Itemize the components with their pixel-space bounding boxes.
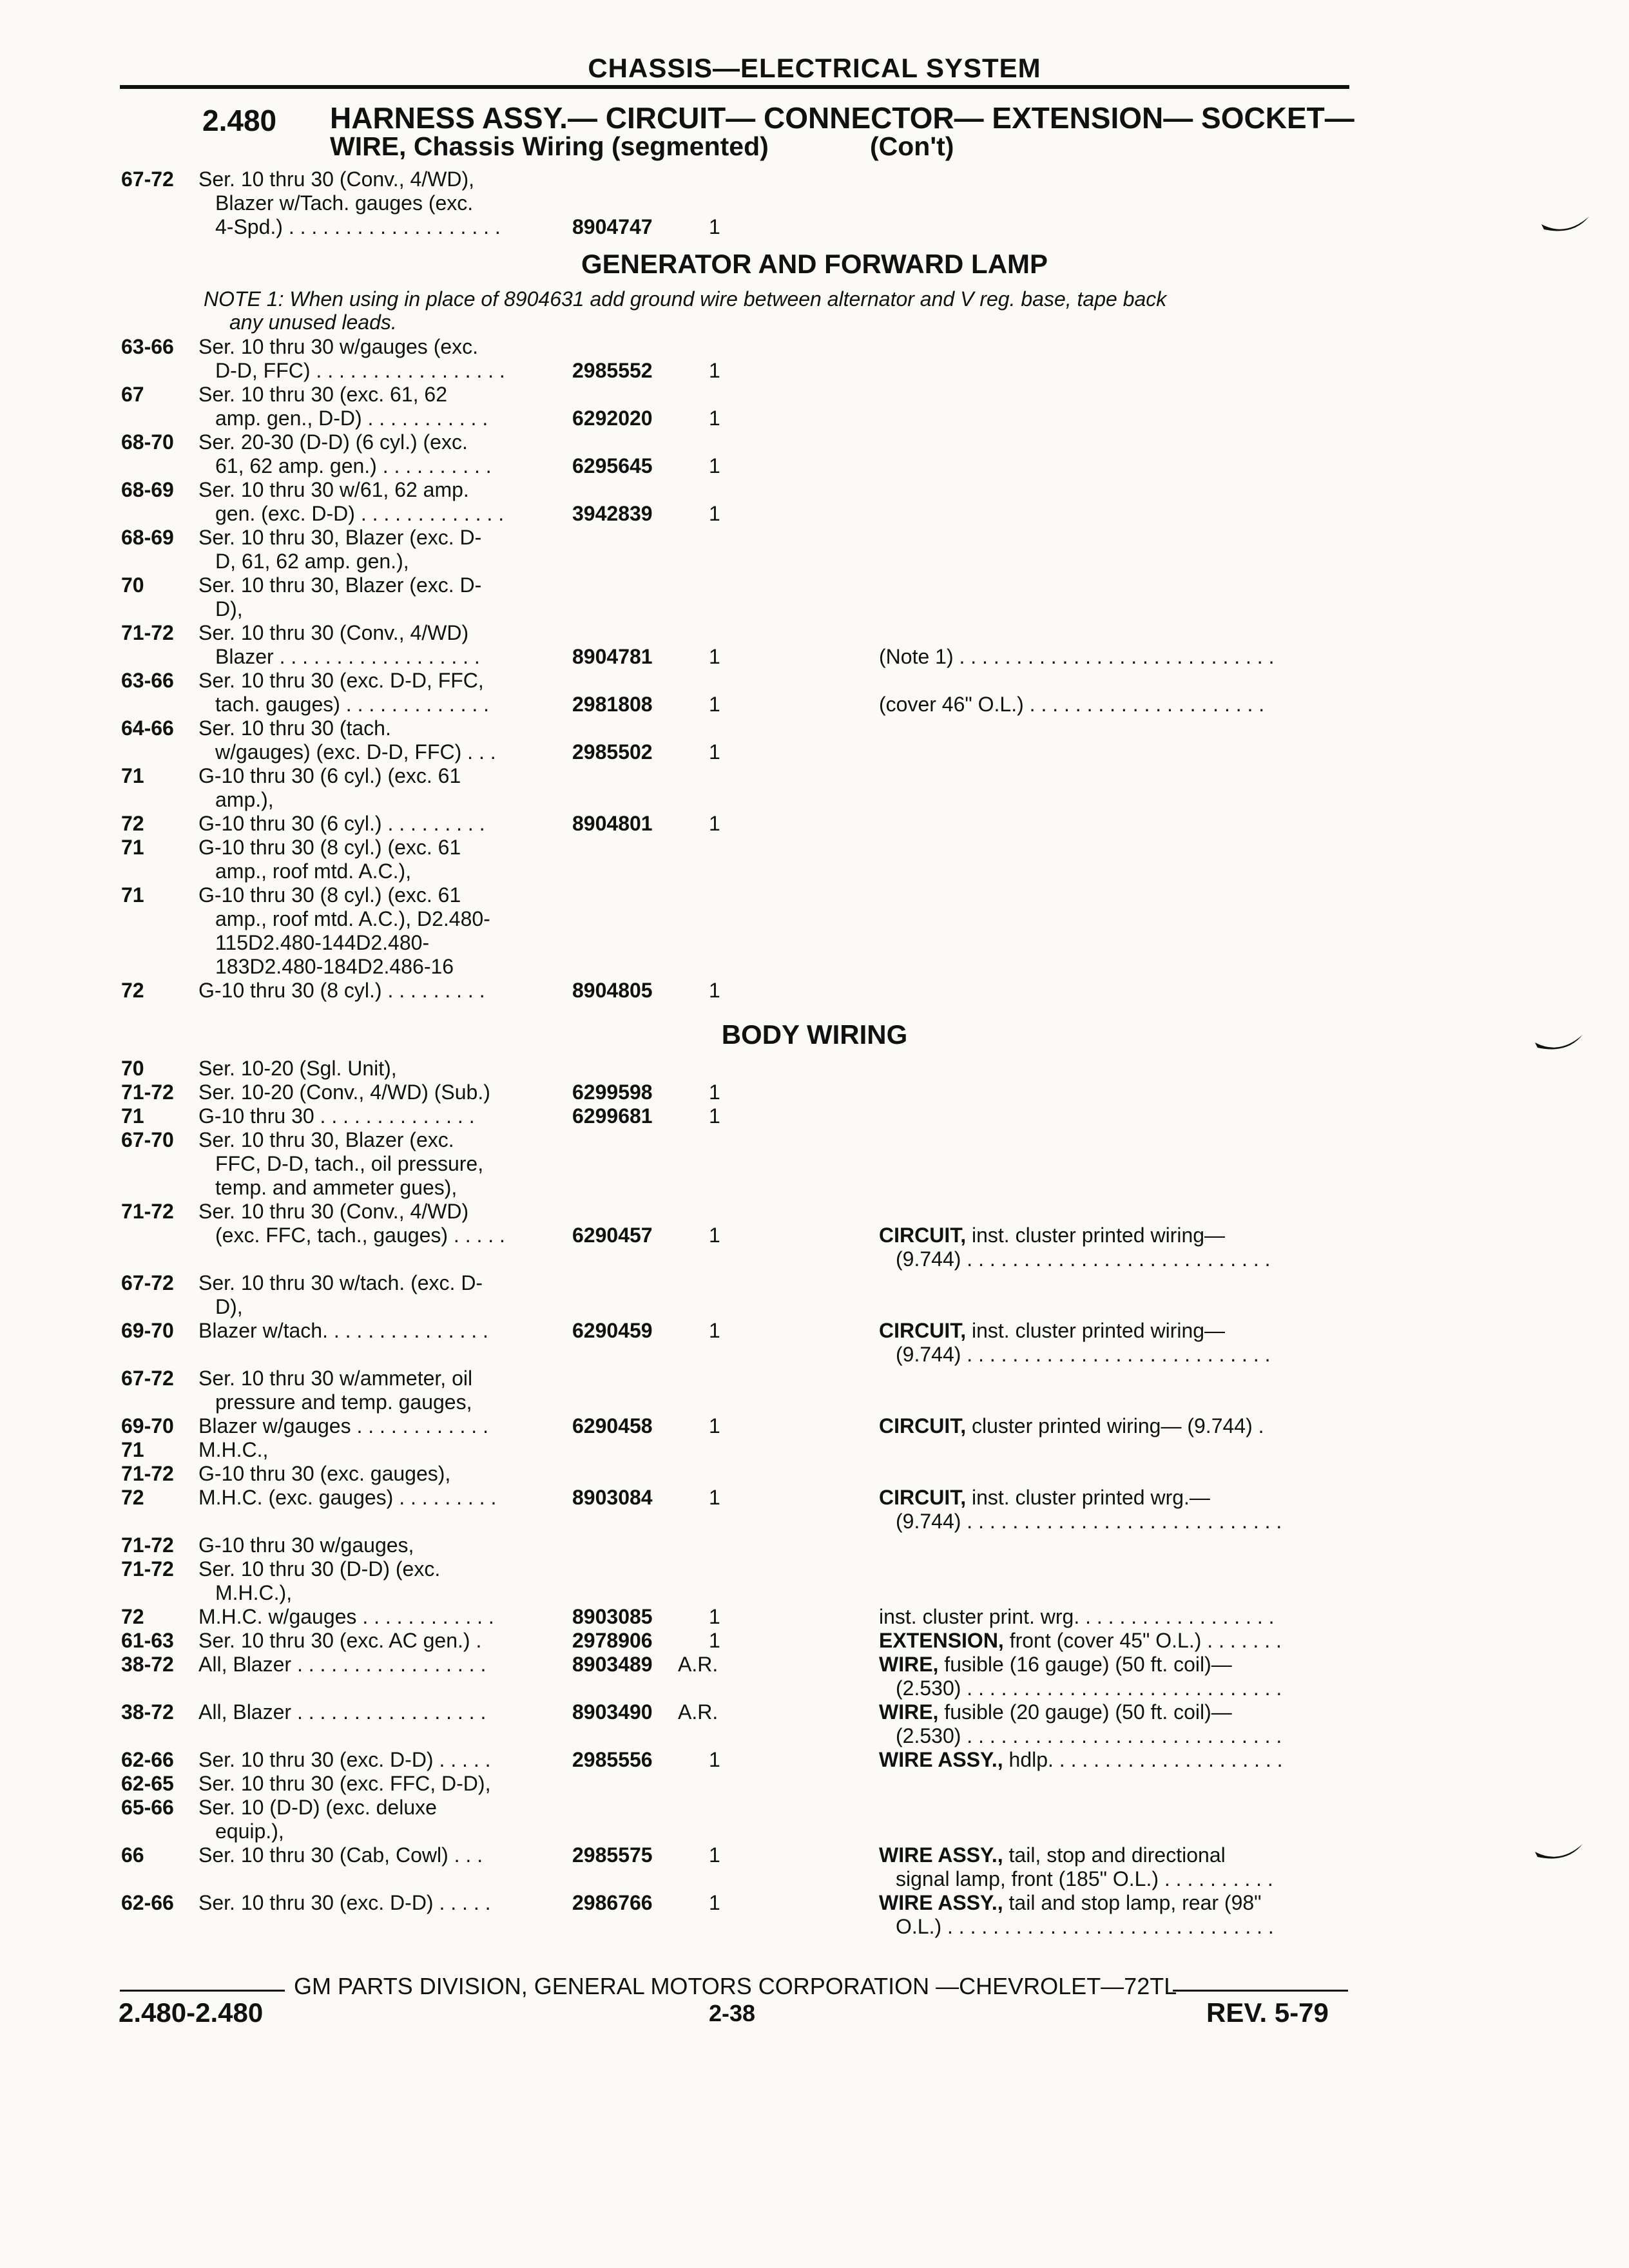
description-line: M.H.C. (exc. gauges) . . . . . . . . . — [198, 1486, 497, 1509]
model-years: 62-66 — [121, 1748, 174, 1771]
remark-keyword: CIRCUIT, — [879, 1319, 972, 1342]
quantity: 1 — [709, 1605, 720, 1628]
usage-description — [198, 716, 546, 764]
remarks — [879, 645, 1349, 669]
remark-line: WIRE ASSY., tail, stop and directional — [879, 1843, 1226, 1867]
usage-description — [198, 812, 546, 836]
group-title-generator: GENERATOR AND FORWARD LAMP — [581, 249, 1048, 279]
part-number: 2978906 — [572, 1629, 653, 1652]
usage-description — [198, 1462, 546, 1486]
remark-keyword: CIRCUIT, — [879, 1224, 972, 1247]
model-years: 38-72 — [121, 1653, 174, 1676]
quantity: A.R. — [678, 1653, 718, 1676]
usage-description — [198, 1319, 546, 1343]
page-header-title: CHASSIS—ELECTRICAL SYSTEM — [588, 53, 1041, 83]
description-line: Ser. 10 thru 30 (exc. FFC, D-D), — [198, 1772, 491, 1795]
model-years: 72 — [121, 979, 144, 1002]
remarks — [879, 693, 1349, 716]
remark-line: WIRE, fusible (16 gauge) (50 ft. coil)— — [879, 1653, 1232, 1676]
part-number: 6299598 — [572, 1081, 653, 1104]
usage-description — [198, 1557, 546, 1605]
remarks — [879, 1486, 1349, 1533]
model-years: 70 — [121, 1057, 144, 1080]
usage-description — [198, 1104, 546, 1128]
note-line-1: NOTE 1: When using in place of 8904631 add ground wire between alternator and V reg. base, tape back — [204, 287, 1167, 311]
usage-description — [198, 1367, 546, 1414]
part-number: 2986766 — [572, 1891, 653, 1914]
model-years: 72 — [121, 812, 144, 835]
usage-description — [198, 1700, 546, 1724]
remark-keyword: WIRE ASSY., — [879, 1891, 1009, 1914]
model-years: 67-72 — [121, 168, 174, 191]
remark-line: EXTENSION, front (cover 45" O.L.) . . . . . . . — [879, 1629, 1282, 1652]
part-number: 2985502 — [572, 740, 653, 764]
quantity: 1 — [709, 1843, 720, 1867]
description-line: Ser. 10 thru 30 (Conv., 4/WD) — [198, 621, 469, 644]
usage-description — [198, 1653, 546, 1677]
usage-description — [198, 979, 546, 1003]
description-line: G-10 thru 30 w/gauges, — [198, 1533, 414, 1557]
model-years: 71-72 — [121, 1081, 174, 1104]
usage-description — [198, 168, 546, 239]
description-line: Ser. 10 thru 30 (tach. — [198, 716, 391, 740]
remark-line: CIRCUIT, cluster printed wiring— (9.744) . — [879, 1414, 1264, 1437]
usage-description — [198, 1748, 546, 1772]
description-line: Blazer w/gauges . . . . . . . . . . . . — [198, 1414, 488, 1437]
usage-description — [198, 1891, 546, 1915]
remarks — [879, 1748, 1349, 1772]
model-years: 62-65 — [121, 1772, 174, 1795]
binder-hole-mark — [1534, 1840, 1585, 1872]
quantity: 1 — [709, 1891, 720, 1914]
model-years: 71 — [121, 1438, 144, 1461]
usage-description — [198, 1414, 546, 1438]
part-number: 8903489 — [572, 1653, 653, 1676]
remark-keyword: WIRE, — [879, 1700, 945, 1724]
remark-line: (9.744) . . . . . . . . . . . . . . . . . . . . . . . . . . . — [896, 1247, 1271, 1271]
part-number: 2985556 — [572, 1748, 653, 1771]
model-years: 71 — [121, 1104, 144, 1128]
model-years: 63-66 — [121, 669, 174, 692]
usage-description — [198, 383, 546, 430]
footer-rule-left — [120, 1990, 285, 1992]
quantity: 1 — [709, 407, 720, 430]
description-line: Ser. 10 thru 30 (Conv., 4/WD), — [198, 168, 475, 191]
description-line: D), — [215, 1295, 243, 1318]
description-line: Ser. 20-30 (D-D) (6 cyl.) (exc. — [198, 430, 468, 454]
model-years: 71-72 — [121, 1557, 174, 1581]
remark-keyword: CIRCUIT, — [879, 1486, 972, 1509]
remarks — [879, 1605, 1349, 1629]
model-years: 62-66 — [121, 1891, 174, 1914]
part-number: 8904805 — [572, 979, 653, 1002]
model-years: 68-69 — [121, 526, 174, 549]
remarks — [879, 1700, 1349, 1748]
model-years: 71-72 — [121, 621, 174, 644]
model-years: 72 — [121, 1486, 144, 1509]
part-number: 2985552 — [572, 359, 653, 382]
remarks — [879, 1629, 1349, 1653]
quantity: 1 — [709, 1486, 720, 1509]
model-years: 69-70 — [121, 1414, 174, 1437]
part-number: 3942839 — [572, 502, 653, 525]
description-line: gen. (exc. D-D) . . . . . . . . . . . . . — [215, 502, 505, 525]
remarks — [879, 1319, 1349, 1367]
part-number: 6290457 — [572, 1224, 653, 1247]
quantity: 1 — [709, 502, 720, 525]
remark-line: (2.530) . . . . . . . . . . . . . . . . . . . . . . . . . . . . — [896, 1724, 1282, 1747]
quantity: 1 — [709, 1629, 720, 1652]
quantity: 1 — [709, 1224, 720, 1247]
model-years: 71-72 — [121, 1533, 174, 1557]
model-years: 72 — [121, 1605, 144, 1628]
model-years: 67-72 — [121, 1367, 174, 1390]
description-line: M.H.C. w/gauges . . . . . . . . . . . . — [198, 1605, 494, 1628]
usage-description — [198, 335, 546, 383]
description-line: Ser. 10 (D-D) (exc. deluxe — [198, 1796, 437, 1819]
usage-description — [198, 1128, 546, 1200]
model-years: 69-70 — [121, 1319, 174, 1342]
footer-rule-right — [1173, 1990, 1348, 1992]
remark-keyword: WIRE, — [879, 1653, 945, 1676]
usage-description — [198, 430, 546, 478]
usage-description — [198, 1057, 546, 1081]
description-line: 4-Spd.) . . . . . . . . . . . . . . . . . . . — [215, 215, 501, 238]
remarks — [879, 1843, 1349, 1891]
usage-description — [198, 1271, 546, 1319]
quantity: 1 — [709, 740, 720, 764]
part-number: 6292020 — [572, 407, 653, 430]
description-line: Blazer w/Tach. gauges (exc. — [215, 191, 474, 215]
remark-line: (2.530) . . . . . . . . . . . . . . . . . . . . . . . . . . . . — [896, 1677, 1282, 1700]
part-number: 6290458 — [572, 1414, 653, 1437]
binder-hole-mark — [1540, 213, 1592, 245]
quantity: 1 — [709, 1748, 720, 1771]
part-number: 6290459 — [572, 1319, 653, 1342]
description-line: All, Blazer . . . . . . . . . . . . . . . . . — [198, 1653, 487, 1676]
remark-keyword: EXTENSION, — [879, 1629, 1010, 1652]
description-line: Ser. 10 thru 30 (Conv., 4/WD) — [198, 1200, 469, 1223]
section-continued: (Con't) — [870, 131, 954, 161]
description-line: equip.), — [215, 1820, 284, 1843]
usage-description — [198, 1629, 546, 1653]
description-line: G-10 thru 30 (6 cyl.) . . . . . . . . . — [198, 812, 485, 835]
remark-line: signal lamp, front (185" O.L.) . . . . . . . . . . — [896, 1867, 1273, 1890]
description-line: (exc. FFC, tach., gauges) . . . . . — [215, 1224, 505, 1247]
usage-description — [198, 573, 546, 621]
remarks — [879, 1224, 1349, 1271]
part-number: 8904801 — [572, 812, 653, 835]
quantity: A.R. — [678, 1700, 718, 1724]
remark-line: WIRE, fusible (20 gauge) (50 ft. coil)— — [879, 1700, 1232, 1724]
usage-description — [198, 1081, 546, 1104]
section-number: 2.480 — [202, 104, 277, 137]
remark-keyword: WIRE ASSY., — [879, 1748, 1009, 1771]
remark-line: CIRCUIT, inst. cluster printed wrg.— — [879, 1486, 1210, 1509]
description-line: pressure and temp. gauges, — [215, 1390, 472, 1414]
model-years: 71 — [121, 764, 144, 787]
description-line: G-10 thru 30 (exc. gauges), — [198, 1462, 451, 1485]
description-line: 61, 62 amp. gen.) . . . . . . . . . . — [215, 454, 492, 477]
model-years: 68-70 — [121, 430, 174, 454]
quantity: 1 — [709, 645, 720, 668]
remark-line: (9.744) . . . . . . . . . . . . . . . . . . . . . . . . . . . — [896, 1343, 1271, 1366]
footer-page-number: 2-38 — [709, 2000, 756, 2026]
model-years: 71 — [121, 883, 144, 907]
usage-description — [198, 1772, 546, 1796]
model-years: 61-63 — [121, 1629, 174, 1652]
remark-line: CIRCUIT, inst. cluster printed wiring— — [879, 1319, 1226, 1342]
usage-description — [198, 478, 546, 526]
remark-keyword: CIRCUIT, — [879, 1414, 972, 1437]
quantity: 1 — [709, 812, 720, 835]
description-line: Blazer w/tach. . . . . . . . . . . . . . . — [198, 1319, 488, 1342]
remark-line: CIRCUIT, inst. cluster printed wiring— — [879, 1224, 1226, 1247]
part-number: 8904781 — [572, 645, 653, 668]
usage-description — [198, 621, 546, 669]
description-line: Ser. 10 thru 30, Blazer (exc. D- — [198, 526, 482, 549]
quantity: 1 — [709, 693, 720, 716]
footer-org: GM PARTS DIVISION, GENERAL MOTORS CORPORATION —CHEVROLET—72TL — [294, 1973, 1177, 1999]
description-line: Ser. 10 thru 30 (exc. AC gen.) . — [198, 1629, 482, 1652]
part-number: 6299681 — [572, 1104, 653, 1128]
remarks — [879, 1891, 1349, 1939]
remark-keyword: WIRE ASSY., — [879, 1843, 1009, 1867]
usage-description — [198, 669, 546, 716]
model-years: 71 — [121, 836, 144, 859]
description-line: G-10 thru 30 (8 cyl.) (exc. 61 — [198, 836, 461, 859]
note-line-2: any unused leads. — [229, 311, 397, 334]
footer-revision: REV. 5-79 — [1206, 1997, 1329, 2028]
quantity: 1 — [709, 1104, 720, 1128]
quantity: 1 — [709, 979, 720, 1002]
description-line: G-10 thru 30 (8 cyl.) . . . . . . . . . — [198, 979, 485, 1002]
description-line: Ser. 10-20 (Sgl. Unit), — [198, 1057, 397, 1080]
description-line: Ser. 10 thru 30 w/ammeter, oil — [198, 1367, 473, 1390]
description-line: Blazer . . . . . . . . . . . . . . . . . . — [215, 645, 480, 668]
description-line: Ser. 10 thru 30 (exc. 61, 62 — [198, 383, 448, 406]
model-years: 66 — [121, 1843, 144, 1867]
model-years: 38-72 — [121, 1700, 174, 1724]
description-line: All, Blazer . . . . . . . . . . . . . . . . . — [198, 1700, 487, 1724]
usage-description — [198, 764, 546, 812]
usage-description — [198, 1200, 546, 1247]
description-line: M.H.C., — [198, 1438, 269, 1461]
description-line: w/gauges) (exc. D-D, FFC) . . . — [215, 740, 496, 764]
description-line: Ser. 10 thru 30 w/61, 62 amp. — [198, 478, 469, 501]
description-line: G-10 thru 30 (8 cyl.) (exc. 61 — [198, 883, 461, 907]
model-years: 67-72 — [121, 1271, 174, 1294]
remark-line: (cover 46" O.L.) . . . . . . . . . . . . . . . . . . . . . — [879, 693, 1265, 716]
remark-line: inst. cluster print. wrg. . . . . . . . . . . . . . . . . . — [879, 1605, 1275, 1628]
part-number: 6295645 — [572, 454, 653, 477]
model-years: 67-70 — [121, 1128, 174, 1151]
section-title-line2: WIRE, Chassis Wiring (segmented) — [330, 131, 769, 161]
description-line: Ser. 10-20 (Conv., 4/WD) (Sub.) — [198, 1081, 490, 1104]
part-number: 8903084 — [572, 1486, 653, 1509]
description-line: FFC, D-D, tach., oil pressure, — [215, 1152, 484, 1175]
model-years: 67 — [121, 383, 144, 406]
remark-line: (9.744) . . . . . . . . . . . . . . . . . . . . . . . . . . . . — [896, 1510, 1282, 1533]
description-line: M.H.C.), — [215, 1581, 293, 1604]
part-number: 8903085 — [572, 1605, 653, 1628]
footer-range: 2.480-2.480 — [119, 1997, 264, 2028]
usage-description — [198, 1486, 546, 1510]
part-number: 8904747 — [572, 215, 653, 238]
quantity: 1 — [709, 1319, 720, 1342]
description-line: G-10 thru 30 . . . . . . . . . . . . . . — [198, 1104, 475, 1128]
description-line: temp. and ammeter gues), — [215, 1176, 458, 1199]
description-line: Ser. 10 thru 30 (Cab, Cowl) . . . — [198, 1843, 483, 1867]
usage-description — [198, 1796, 546, 1843]
description-line: G-10 thru 30 (6 cyl.) (exc. 61 — [198, 764, 461, 787]
description-line: Ser. 10 thru 30 w/gauges (exc. — [198, 335, 479, 358]
model-years: 71-72 — [121, 1200, 174, 1223]
part-number: 8903490 — [572, 1700, 653, 1724]
usage-description — [198, 1843, 546, 1867]
description-line: D), — [215, 597, 243, 620]
note-1 — [204, 287, 1351, 334]
description-line: Ser. 10 thru 30 (exc. D-D) . . . . . — [198, 1891, 491, 1914]
header-rule — [120, 85, 1349, 89]
section-title-line1: HARNESS ASSY.— CIRCUIT— CONNECTOR— EXTENSION— SOCKET— — [330, 101, 1354, 135]
binder-hole-mark — [1534, 1031, 1585, 1063]
description-line: Ser. 10 thru 30 (D-D) (exc. — [198, 1557, 441, 1581]
remarks — [879, 1414, 1349, 1438]
remark-line: (Note 1) . . . . . . . . . . . . . . . . . . . . . . . . . . . . — [879, 645, 1275, 668]
quantity: 1 — [709, 215, 720, 238]
quantity: 1 — [709, 1081, 720, 1104]
part-number: 2985575 — [572, 1843, 653, 1867]
usage-description — [198, 1605, 546, 1629]
description-line: 183D2.480-184D2.486-16 — [215, 955, 454, 978]
model-years: 68-69 — [121, 478, 174, 501]
description-line: amp., roof mtd. A.C.), D2.480- — [215, 907, 490, 930]
usage-description — [198, 1533, 546, 1557]
description-line: 115D2.480-144D2.480- — [215, 931, 430, 954]
description-line: Ser. 10 thru 30 w/tach. (exc. D- — [198, 1271, 483, 1294]
remark-line: WIRE ASSY., hdlp. . . . . . . . . . . . . . . . . . . . . — [879, 1748, 1283, 1771]
description-line: D, 61, 62 amp. gen.), — [215, 550, 409, 573]
remarks — [879, 1653, 1349, 1700]
usage-description — [198, 526, 546, 573]
usage-description — [198, 883, 546, 979]
quantity: 1 — [709, 454, 720, 477]
description-line: Ser. 10 thru 30 (exc. D-D) . . . . . — [198, 1748, 491, 1771]
part-number: 2981808 — [572, 693, 653, 716]
quantity: 1 — [709, 359, 720, 382]
model-years: 65-66 — [121, 1796, 174, 1819]
model-years: 71-72 — [121, 1462, 174, 1485]
usage-description — [198, 836, 546, 883]
remark-line: WIRE ASSY., tail and stop lamp, rear (98" — [879, 1891, 1262, 1914]
description-line: amp., roof mtd. A.C.), — [215, 860, 412, 883]
usage-description — [198, 1438, 546, 1462]
description-line: D-D, FFC) . . . . . . . . . . . . . . . . . — [215, 359, 505, 382]
description-line: Ser. 10 thru 30, Blazer (exc. D- — [198, 573, 482, 597]
description-line: tach. gauges) . . . . . . . . . . . . . — [215, 693, 490, 716]
model-years: 70 — [121, 573, 144, 597]
description-line: Ser. 10 thru 30, Blazer (exc. — [198, 1128, 454, 1151]
description-line: amp.), — [215, 788, 274, 811]
model-years: 63-66 — [121, 335, 174, 358]
description-line: amp. gen., D-D) . . . . . . . . . . . — [215, 407, 488, 430]
remark-line: O.L.) . . . . . . . . . . . . . . . . . . . . . . . . . . . . . — [896, 1915, 1274, 1938]
description-line: Ser. 10 thru 30 (exc. D-D, FFC, — [198, 669, 484, 692]
group-title-body-wiring: BODY WIRING — [721, 1019, 908, 1050]
quantity: 1 — [709, 1414, 720, 1437]
model-years: 64-66 — [121, 716, 174, 740]
